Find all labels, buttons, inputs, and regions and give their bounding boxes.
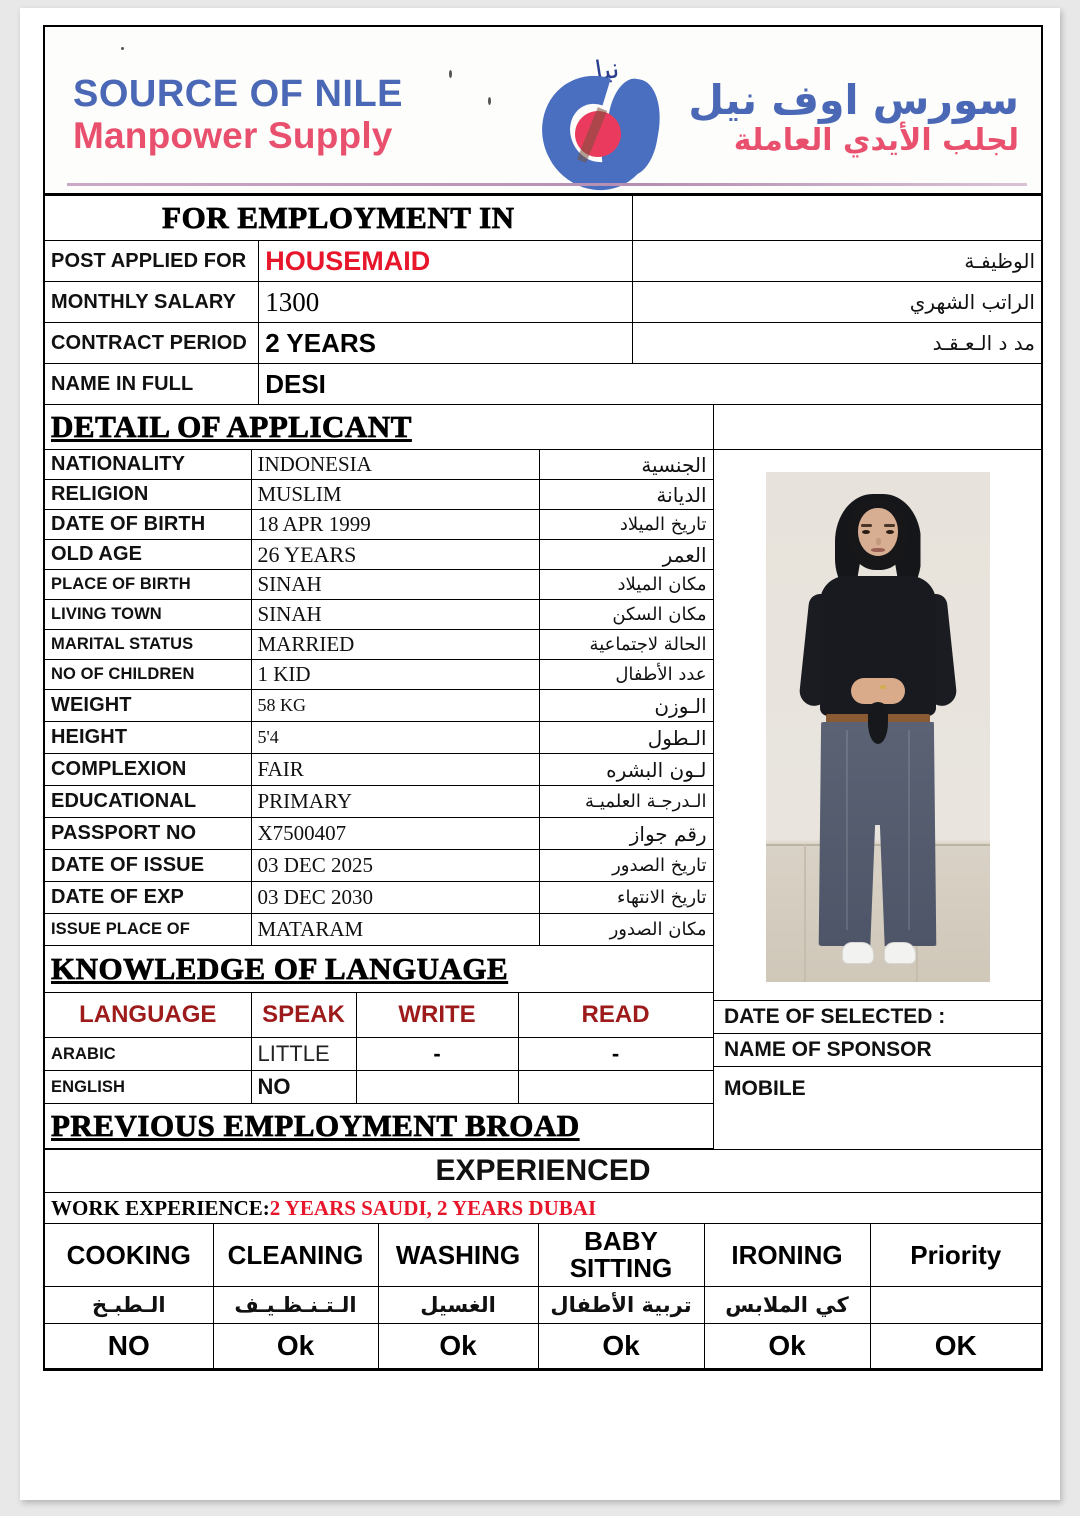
language-row-arabic-name: ARABIC (45, 1038, 251, 1071)
table-row (45, 660, 713, 690)
issue-place-value: MATARAM (251, 914, 539, 946)
monthly-salary-value: 1300 (259, 282, 633, 323)
living-town-value: SINAH (251, 600, 539, 630)
logo-calligraphy: نيل (580, 53, 622, 90)
photo-trouser-crease (908, 730, 910, 930)
age-label: OLD AGE (45, 540, 251, 570)
passport-no-value: X7500407 (251, 818, 539, 850)
date-of-selected-label: DATE OF SELECTED : (714, 1001, 1041, 1034)
skill-value-babysitting: Ok (538, 1324, 704, 1369)
height-arabic: الـطول (539, 722, 713, 754)
scan-speck (449, 70, 452, 78)
language-row-arabic-speak: LITTLE (251, 1038, 356, 1071)
passport-no-label: PASSPORT NO (45, 818, 251, 850)
work-experience-value: 2 YEARS SAUDI, 2 YEARS DUBAI (269, 1195, 597, 1220)
skill-value-cleaning: Ok (213, 1324, 378, 1369)
language-row-english-read (518, 1071, 713, 1104)
name-of-sponsor-label: NAME OF SPONSOR (714, 1034, 1041, 1067)
age-arabic: العمر (539, 540, 713, 570)
language-col-header-read: READ (518, 993, 713, 1038)
applicant-photo (766, 472, 990, 982)
applicant-heading: DETAIL OF APPLICANT (45, 405, 713, 450)
language-table (45, 946, 714, 1149)
work-experience-row (45, 1193, 1041, 1224)
banner-divider (67, 183, 1027, 186)
photo-eyebrow (861, 524, 872, 527)
table-row (45, 993, 713, 1038)
photo-ring (880, 685, 886, 689)
employment-heading: FOR EMPLOYMENT IN (45, 196, 632, 241)
educational-label: EDUCATIONAL (45, 786, 251, 818)
skill-value-washing: Ok (378, 1324, 538, 1369)
scan-speck (121, 47, 124, 50)
table-row (45, 405, 713, 450)
place-of-birth-arabic: مكان الميلاد (539, 570, 713, 600)
language-heading: KNOWLEDGE OF LANGUAGE (45, 946, 713, 993)
table-row (45, 480, 713, 510)
religion-label: RELIGION (45, 480, 251, 510)
table-row (45, 690, 713, 722)
photo-eye (886, 530, 894, 534)
photo-scarf-tail (868, 702, 888, 744)
table-row (45, 323, 1041, 364)
table-row (45, 1038, 713, 1071)
company-header-banner (45, 27, 1041, 195)
work-experience-label: WORK EXPERIENCE: (51, 1195, 270, 1220)
skill-arabic-priority (870, 1287, 1041, 1324)
experience-table (45, 1149, 1041, 1369)
experienced-status: EXPERIENCED (45, 1150, 1041, 1193)
brand-arabic-line-2: لجلب الأيدي العاملة (733, 123, 1019, 159)
name-in-full-label: NAME IN FULL (45, 364, 259, 405)
nationality-label: NATIONALITY (45, 450, 251, 480)
table-row (45, 754, 713, 786)
table-row (45, 1071, 713, 1104)
skill-arabic-cooking: الـطبـخ (45, 1287, 213, 1324)
post-applied-arabic: الوظيفـة (632, 241, 1041, 282)
language-row-arabic-read: - (518, 1038, 713, 1071)
table-row (45, 1324, 1041, 1369)
skill-header-ironing: IRONING (704, 1224, 870, 1287)
mobile-label: MOBILE (724, 1076, 806, 1100)
table-row (45, 600, 713, 630)
skill-arabic-babysitting: تربية الأطفال (538, 1287, 704, 1324)
applicant-section (45, 405, 1041, 1149)
table-row (45, 786, 713, 818)
religion-value: MUSLIM (251, 480, 539, 510)
height-label: HEIGHT (45, 722, 251, 754)
weight-value: 58 KG (251, 690, 539, 722)
table-row (45, 1193, 1041, 1224)
place-of-birth-label: PLACE OF BIRTH (45, 570, 251, 600)
post-applied-value: HOUSEMAID (259, 241, 633, 282)
age-value: 26 YEARS (251, 540, 539, 570)
dob-label: DATE OF BIRTH (45, 510, 251, 540)
children-arabic: عدد الأطفال (539, 660, 713, 690)
skill-arabic-cleaning: الـتـنـظـيـف (213, 1287, 378, 1324)
table-row (45, 1224, 1041, 1287)
cv-form-sheet (43, 25, 1043, 1371)
table-row (45, 1287, 1041, 1324)
skill-value-cooking: NO (45, 1324, 213, 1369)
applicant-details-column (45, 405, 713, 1149)
table-row (45, 196, 1041, 241)
photo-shoe (884, 942, 916, 964)
skill-header-cooking: COOKING (45, 1224, 213, 1287)
children-label: NO OF CHILDREN (45, 660, 251, 690)
date-of-issue-label: DATE OF ISSUE (45, 850, 251, 882)
company-logo-icon (535, 53, 685, 193)
children-value: 1 KID (251, 660, 539, 690)
table-row (45, 630, 713, 660)
issue-place-arabic: مكان الصدور (539, 914, 713, 946)
educational-arabic: الـدرجـة العلميـة (539, 786, 713, 818)
table-row (45, 450, 713, 480)
skill-header-cleaning: CLEANING (213, 1224, 378, 1287)
brand-name-english (73, 75, 403, 154)
table-row (45, 946, 713, 993)
document-page (20, 8, 1060, 1500)
skill-header-babysitting: BABY SITTING (538, 1224, 704, 1287)
language-col-header-write: WRITE (356, 993, 518, 1038)
monthly-salary-arabic: الراتب الشهري (632, 282, 1041, 323)
living-town-arabic: مكان السكن (539, 600, 713, 630)
marital-status-value: MARRIED (251, 630, 539, 660)
monthly-salary-label: MONTHLY SALARY (45, 282, 259, 323)
photo-and-sponsor-column (713, 405, 1041, 1149)
brand-line-2: Manpower Supply (73, 114, 393, 156)
complexion-arabic: لـون البشره (539, 754, 713, 786)
dob-arabic: تاريخ الميلاد (539, 510, 713, 540)
contract-period-arabic: مد د الـعـقـد (632, 323, 1041, 364)
table-row (45, 818, 713, 850)
contract-period-value: 2 YEARS (259, 323, 633, 364)
living-town-label: LIVING TOWN (45, 600, 251, 630)
nationality-arabic: الجنسية (539, 450, 713, 480)
table-row (45, 241, 1041, 282)
table-row (45, 364, 1041, 405)
photo-trouser-crease (846, 730, 848, 930)
skill-arabic-ironing: كي الملابس (704, 1287, 870, 1324)
issue-place-label: ISSUE PLACE OF (45, 914, 251, 946)
post-applied-label: POST APPLIED FOR (45, 241, 259, 282)
logo-dot-shape (575, 111, 621, 157)
marital-status-arabic: الحالة لاجتماعية (539, 630, 713, 660)
table-row (45, 570, 713, 600)
name-in-full-value: DESI (259, 364, 1041, 405)
table-row (45, 1104, 713, 1149)
table-row (45, 510, 713, 540)
employment-heading-filler (632, 196, 1041, 241)
dob-value: 18 APR 1999 (251, 510, 539, 540)
marital-status-label: MARITAL STATUS (45, 630, 251, 660)
scan-speck (488, 97, 491, 105)
language-row-english-name: ENGLISH (45, 1071, 251, 1104)
educational-value: PRIMARY (251, 786, 539, 818)
photo-column-spacer (714, 405, 1041, 450)
language-col-header-language: LANGUAGE (45, 993, 251, 1038)
applicant-details-table (45, 405, 714, 946)
skill-value-priority: OK (870, 1324, 1041, 1369)
photo-eyebrow (884, 524, 895, 527)
table-row (45, 722, 713, 754)
table-row (45, 540, 713, 570)
religion-arabic: الديانة (539, 480, 713, 510)
table-row (45, 850, 713, 882)
language-row-english-write (356, 1071, 518, 1104)
applicant-photo-cell (714, 450, 1041, 1001)
brand-name-arabic (688, 76, 1019, 159)
passport-no-arabic: رقم جواز (539, 818, 713, 850)
date-of-issue-arabic: تاريخ الصدور (539, 850, 713, 882)
skill-value-ironing: Ok (704, 1324, 870, 1369)
language-row-english-speak: NO (251, 1071, 356, 1104)
photo-mouth (871, 548, 885, 552)
brand-arabic-line-1: سورس اوف نيل (688, 76, 1019, 124)
photo-trousers (818, 722, 938, 946)
brand-line-1: SOURCE OF NILE (73, 73, 404, 115)
photo-eye (862, 530, 870, 534)
photo-floor-tile (804, 844, 806, 982)
place-of-birth-value: SINAH (251, 570, 539, 600)
language-col-header-speak: SPEAK (251, 993, 356, 1038)
complexion-label: COMPLEXION (45, 754, 251, 786)
photo-shoe (842, 942, 874, 964)
table-row (45, 282, 1041, 323)
weight-arabic: الـوزن (539, 690, 713, 722)
nationality-value: INDONESIA (251, 450, 539, 480)
contract-period-label: CONTRACT PERIOD (45, 323, 259, 364)
previous-employment-heading: PREVIOUS EMPLOYMENT BROAD (45, 1104, 713, 1149)
height-value: 5'4 (251, 722, 539, 754)
photo-floor-line (766, 844, 990, 846)
table-row (45, 914, 713, 946)
language-row-arabic-write: - (356, 1038, 518, 1071)
table-row (45, 1150, 1041, 1193)
date-of-exp-value: 03 DEC 2030 (251, 882, 539, 914)
date-of-exp-arabic: تاريخ الانتهاء (539, 882, 713, 914)
skill-header-washing: WASHING (378, 1224, 538, 1287)
complexion-value: FAIR (251, 754, 539, 786)
photo-nose (876, 538, 881, 545)
skill-arabic-washing: الغسيل (378, 1287, 538, 1324)
employment-table (45, 195, 1041, 405)
date-of-issue-value: 03 DEC 2025 (251, 850, 539, 882)
skill-header-priority: Priority (870, 1224, 1041, 1287)
photo-hands (851, 678, 905, 704)
table-row (45, 882, 713, 914)
date-of-exp-label: DATE OF EXP (45, 882, 251, 914)
weight-label: WEIGHT (45, 690, 251, 722)
